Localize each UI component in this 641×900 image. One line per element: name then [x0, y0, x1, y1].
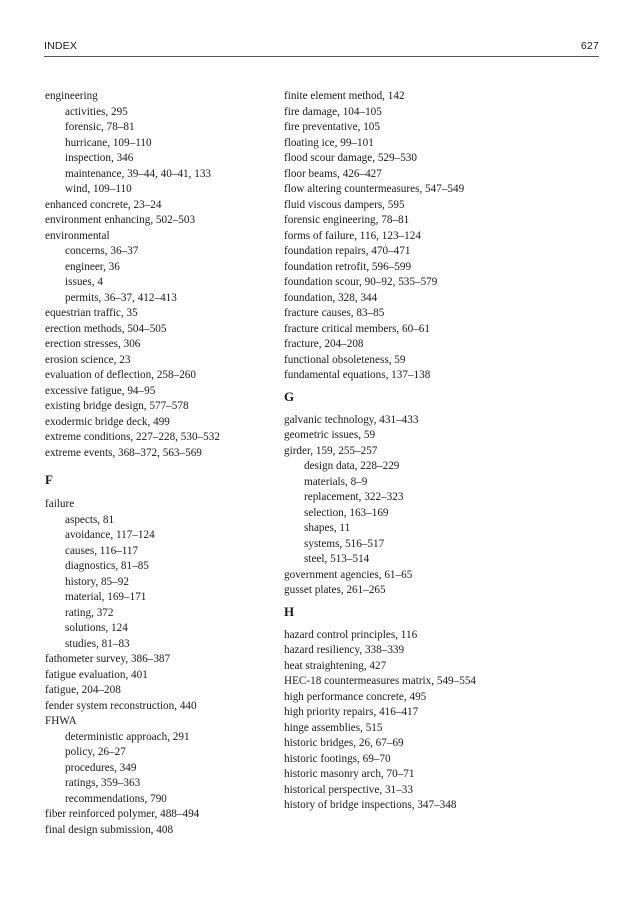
index-entry: foundation scour, 90–92, 535–579 [284, 276, 438, 288]
index-subentry: diagnostics, 81–85 [65, 560, 149, 572]
index-entry: fundamental equations, 137–138 [284, 369, 431, 381]
index-subentry: maintenance, 39–44, 40–41, 133 [65, 167, 212, 180]
entry-list [284, 413, 604, 460]
index-entry: FHWA [45, 715, 77, 727]
index-entry: historical perspective, 31–33 [284, 783, 413, 796]
index-subentry: concerns, 36–37 [65, 245, 139, 257]
index-entry: evaluation of deflection, 258–260 [45, 369, 196, 381]
entry-list [45, 306, 270, 461]
index-subentry: studies, 81–83 [65, 637, 130, 650]
index-entry: history of bridge inspections, 347–348 [284, 799, 457, 811]
index-subentry: hurricane, 109–110 [65, 136, 152, 149]
index-entry: environment enhancing, 502–503 [45, 214, 196, 226]
index-entry: fracture critical members, 60–61 [284, 322, 430, 335]
page-number: 627 [580, 40, 599, 52]
index-subentry: steel, 513–514 [304, 553, 370, 565]
index-entry: hazard control principles, 116 [284, 628, 418, 641]
index-entry: hinge assemblies, 515 [284, 721, 383, 734]
index-entry: final design submission, 408 [45, 823, 174, 836]
index-entry: erection methods, 504–505 [45, 322, 167, 335]
index-entry: high priority repairs, 416–417 [284, 706, 419, 718]
entry-list [284, 568, 604, 599]
index-subentry: shapes, 11 [304, 522, 351, 534]
index-subentry: permits, 36–37, 412–413 [65, 291, 177, 304]
index-subentry: selection, 163–169 [304, 506, 389, 519]
index-entry: erection stresses, 306 [45, 338, 141, 350]
index-column-left [45, 89, 270, 838]
index-subentry: systems, 516–517 [304, 537, 385, 550]
entry-list [45, 652, 270, 714]
index-subentry: replacement, 322–323 [304, 491, 404, 503]
index-entry: enhanced concrete, 23–24 [45, 198, 162, 211]
index-subentry: history, 85–92 [65, 575, 129, 588]
index-subentry: activities, 295 [65, 105, 128, 118]
index-subentry: aspects, 81 [65, 513, 115, 526]
entry-list [284, 628, 604, 814]
index-entry: historic masonry arch, 70–71 [284, 768, 415, 780]
index-entry: forensic engineering, 78–81 [284, 214, 410, 226]
index-entry: foundation, 328, 344 [284, 291, 378, 304]
index-entry: functional obsoleteness, 59 [284, 353, 406, 366]
section-letter: G [284, 388, 295, 404]
index-entry: heat straightening, 427 [284, 659, 387, 672]
index-subentry: recommendations, 790 [65, 792, 167, 805]
index-subentry: rating, 372 [65, 606, 114, 619]
index-entry: fracture causes, 83–85 [284, 307, 385, 319]
index-entry: historic bridges, 26, 67–69 [284, 737, 404, 749]
index-entry: failure [45, 498, 75, 510]
index-entry: government agencies, 61–65 [284, 568, 413, 581]
section-letter: F [45, 472, 53, 487]
index-subentry: procedures, 349 [65, 761, 137, 774]
index-entry: fire preventative, 105 [284, 121, 380, 133]
index-entry: geometric issues, 59 [284, 429, 376, 441]
index-entry: extreme events, 368–372, 563–569 [45, 446, 202, 459]
subentry-list [45, 105, 270, 198]
entry-list [284, 89, 604, 384]
index-entry: HEC-18 countermeasures matrix, 549–554 [284, 675, 477, 687]
section-letter: H [284, 603, 295, 619]
index-entry: erosion science, 23 [45, 353, 131, 366]
index-entry: exodermic bridge deck, 499 [45, 415, 170, 428]
index-entry: fire damage, 104–105 [284, 105, 382, 118]
index-entry: fatigue, 204–208 [45, 684, 121, 696]
index-subentry: solutions, 124 [65, 622, 128, 634]
index-subentry: material, 169–171 [65, 591, 147, 603]
index-entry: galvanic technology, 431–433 [284, 413, 419, 426]
index-entry: fatigue evaluation, 401 [45, 668, 148, 681]
index-entry: floor beams, 426–427 [284, 167, 382, 180]
index-entry: forms of failure, 116, 123–124 [284, 229, 421, 242]
index-entry: foundation retrofit, 596–599 [284, 260, 412, 273]
index-entry: fluid viscous dampers, 595 [284, 198, 405, 211]
index-entry: existing bridge design, 577–578 [45, 400, 189, 412]
index-entry: fracture, 204–208 [284, 338, 364, 350]
index-entry: historic footings, 69–70 [284, 752, 391, 765]
index-subentry: deterministic approach, 291 [65, 730, 190, 743]
index-entry: girder, 159, 255–257 [284, 444, 378, 457]
index-entry: finite element method, 142 [284, 90, 405, 102]
entry-list [45, 198, 270, 229]
index-subentry: issues, 4 [65, 276, 103, 288]
index-subentry: inspection, 346 [65, 152, 134, 164]
index-entry: hazard resiliency, 338–339 [284, 644, 405, 656]
index-subentry: materials, 8–9 [304, 475, 368, 488]
index-entry: high performance concrete, 495 [284, 690, 427, 703]
index-entry: engineering [45, 90, 98, 102]
index-column-right [284, 89, 604, 814]
index-subentry: forensic, 78–81 [65, 121, 135, 133]
index-subentry: policy, 26–27 [65, 746, 126, 758]
subentry-list [284, 459, 604, 568]
index-subentry: design data, 228–229 [304, 460, 400, 472]
page-header [44, 40, 599, 57]
index-entry: fathometer survey, 386–387 [45, 653, 171, 665]
running-title: INDEX [44, 40, 78, 52]
index-subentry: causes, 116–117 [65, 544, 139, 557]
index-subentry: engineer, 36 [65, 260, 120, 273]
index-entry: gusset plates, 261–265 [284, 584, 386, 596]
index-entry: floating ice, 99–101 [284, 136, 374, 149]
index-subentry: wind, 109–110 [65, 183, 132, 195]
index-entry: fender system reconstruction, 440 [45, 699, 197, 712]
subentry-list [45, 730, 270, 808]
index-subentry: ratings, 359–363 [65, 777, 141, 789]
index-entry: flow altering countermeasures, 547–549 [284, 183, 465, 195]
index-subentry: avoidance, 117–124 [65, 529, 155, 541]
index-entry: extreme conditions, 227–228, 530–532 [45, 431, 220, 443]
entry-list [45, 807, 270, 838]
index-entry: fiber reinforced polymer, 488–494 [45, 808, 200, 820]
subentry-list [45, 513, 270, 653]
index-entry: foundation repairs, 470–471 [284, 245, 411, 257]
index-entry: equestrian traffic, 35 [45, 307, 138, 319]
index-entry: excessive fatigue, 94–95 [45, 384, 156, 397]
index-entry: flood scour damage, 529–530 [284, 152, 417, 164]
index-entry: environmental [45, 229, 110, 242]
subentry-list [45, 244, 270, 306]
